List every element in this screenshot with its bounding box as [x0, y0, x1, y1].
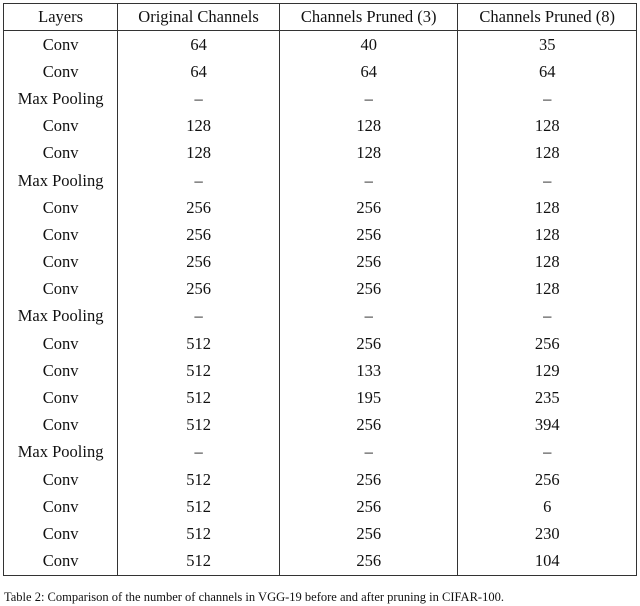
pruned-8-cell: 128 [458, 249, 637, 276]
layer-cell: Conv [4, 194, 118, 221]
original-cell: 256 [118, 194, 280, 221]
table-row [4, 466, 637, 493]
layer-cell: Max Pooling [4, 439, 118, 466]
pruned-3-cell: – [279, 167, 458, 194]
original-cell: 512 [118, 548, 280, 576]
pruned-3-cell: 256 [279, 493, 458, 520]
pruned-8-cell: – [458, 439, 637, 466]
pruned-3-cell: 256 [279, 249, 458, 276]
header-pruned-8: Channels Pruned (8) [458, 4, 637, 31]
pruned-3-cell: 64 [279, 58, 458, 85]
header-pruned-3: Channels Pruned (3) [279, 4, 458, 31]
table-row [4, 548, 637, 576]
pruned-3-cell: 195 [279, 384, 458, 411]
pruned-8-cell: 104 [458, 548, 637, 576]
table-row [4, 412, 637, 439]
pruned-8-cell: 128 [458, 113, 637, 140]
pruned-8-cell: 256 [458, 330, 637, 357]
pruned-8-cell: 64 [458, 58, 637, 85]
pruned-8-cell: 394 [458, 412, 637, 439]
layer-cell: Conv [4, 548, 118, 576]
layer-cell: Conv [4, 493, 118, 520]
original-cell: 128 [118, 140, 280, 167]
layer-cell: Conv [4, 357, 118, 384]
original-cell: 512 [118, 384, 280, 411]
header-row [4, 4, 637, 31]
pruned-8-cell: 128 [458, 194, 637, 221]
original-cell: 64 [118, 58, 280, 85]
original-cell: 512 [118, 493, 280, 520]
pruned-8-cell: 256 [458, 466, 637, 493]
original-cell: 256 [118, 221, 280, 248]
original-cell: – [118, 439, 280, 466]
pruned-8-cell: 230 [458, 520, 637, 547]
original-cell: – [118, 167, 280, 194]
pruned-8-cell: – [458, 85, 637, 112]
pruned-8-cell: 35 [458, 31, 637, 59]
pruned-8-cell: 128 [458, 221, 637, 248]
layer-cell: Conv [4, 221, 118, 248]
layer-cell: Conv [4, 31, 118, 59]
layer-cell: Conv [4, 276, 118, 303]
table-row [4, 167, 637, 194]
pruned-3-cell: 256 [279, 221, 458, 248]
layer-cell: Max Pooling [4, 303, 118, 330]
pruned-3-cell: 133 [279, 357, 458, 384]
pruned-8-cell: – [458, 167, 637, 194]
table-row [4, 357, 637, 384]
original-cell: – [118, 85, 280, 112]
table-row [4, 58, 637, 85]
channels-table [3, 3, 637, 576]
pruned-8-cell: 235 [458, 384, 637, 411]
table-row [4, 85, 637, 112]
layer-cell: Conv [4, 58, 118, 85]
layer-cell: Max Pooling [4, 85, 118, 112]
original-cell: 64 [118, 31, 280, 59]
layer-cell: Conv [4, 466, 118, 493]
pruned-3-cell: 40 [279, 31, 458, 59]
table-row [4, 303, 637, 330]
original-cell: 256 [118, 249, 280, 276]
pruned-8-cell: 129 [458, 357, 637, 384]
pruned-3-cell: 256 [279, 330, 458, 357]
table-row [4, 221, 637, 248]
pruned-3-cell: 256 [279, 548, 458, 576]
pruned-3-cell: 256 [279, 194, 458, 221]
pruned-8-cell: 6 [458, 493, 637, 520]
original-cell: 512 [118, 357, 280, 384]
original-cell: 512 [118, 330, 280, 357]
pruned-3-cell: 256 [279, 412, 458, 439]
header-original: Original Channels [118, 4, 280, 31]
table-row [4, 249, 637, 276]
pruned-8-cell: 128 [458, 140, 637, 167]
original-cell: – [118, 303, 280, 330]
original-cell: 512 [118, 466, 280, 493]
pruned-3-cell: – [279, 439, 458, 466]
pruned-3-cell: 256 [279, 276, 458, 303]
table-row [4, 330, 637, 357]
pruned-3-cell: 256 [279, 466, 458, 493]
layer-cell: Conv [4, 384, 118, 411]
header-layers: Layers [4, 4, 118, 31]
layer-cell: Max Pooling [4, 167, 118, 194]
table-row [4, 31, 637, 59]
table-row [4, 113, 637, 140]
table-row [4, 520, 637, 547]
layer-cell: Conv [4, 249, 118, 276]
pruned-3-cell: – [279, 303, 458, 330]
table-row [4, 493, 637, 520]
pruned-8-cell: – [458, 303, 637, 330]
original-cell: 512 [118, 412, 280, 439]
original-cell: 128 [118, 113, 280, 140]
table-row [4, 276, 637, 303]
layer-cell: Conv [4, 412, 118, 439]
table-row [4, 384, 637, 411]
pruned-3-cell: 128 [279, 140, 458, 167]
layer-cell: Conv [4, 330, 118, 357]
table-caption: Table 2: Comparison of the number of channels in VGG-19 before and after pruning in CIFAR-100. [4, 590, 504, 604]
layer-cell: Conv [4, 113, 118, 140]
table-row [4, 194, 637, 221]
pruned-8-cell: 128 [458, 276, 637, 303]
pruned-3-cell: – [279, 85, 458, 112]
original-cell: 512 [118, 520, 280, 547]
pruned-3-cell: 128 [279, 113, 458, 140]
layer-cell: Conv [4, 140, 118, 167]
original-cell: 256 [118, 276, 280, 303]
layer-cell: Conv [4, 520, 118, 547]
table-row [4, 439, 637, 466]
pruned-3-cell: 256 [279, 520, 458, 547]
table-row [4, 140, 637, 167]
